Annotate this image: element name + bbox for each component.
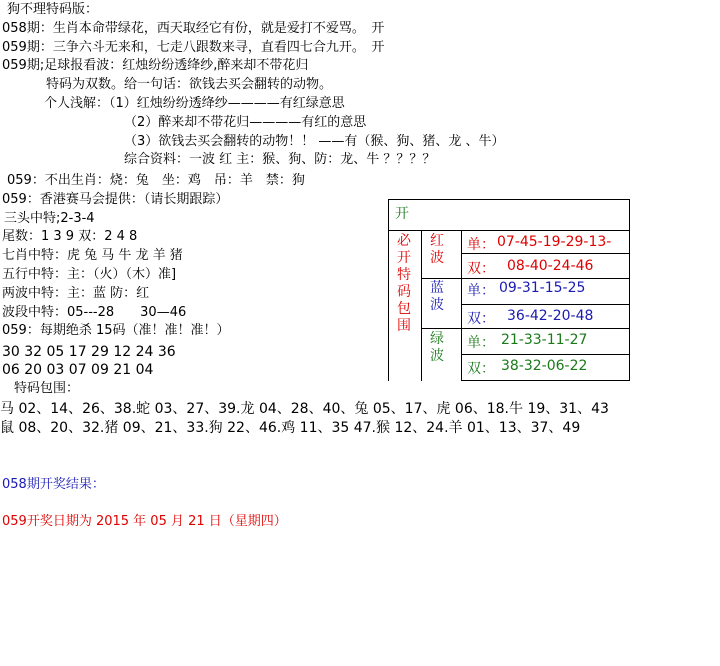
line-059-a: 059期：三争六斗无来和，七走八跟数来寻，直看四七合九开。 开: [2, 40, 385, 55]
table-header: 开: [395, 206, 409, 222]
header-divider: [389, 230, 629, 231]
numbers-line-1: 30 32 05 17 29 12 24 36: [2, 344, 176, 360]
row-divider: [461, 354, 629, 355]
blue-single-label: 单：: [467, 283, 495, 299]
red-double-label: 双：: [467, 261, 495, 277]
row-divider: [421, 278, 629, 279]
hk-line: 059：香港赛马会提供：（请长期跟踪）: [2, 192, 229, 207]
weishu-line: 尾数：1 3 9 双：2 4 8: [2, 229, 138, 244]
line-058: 058期：生肖本命带绿花，西天取经它有份，就是爱打不爱骂。 开: [2, 21, 385, 36]
numbers-line-2: 06 20 03 07 09 21 04: [2, 362, 154, 378]
blue-double-label: 双：: [467, 311, 495, 327]
side-label: 必开特码包围: [397, 233, 411, 334]
red-double-numbers: 08-40-24-46: [507, 258, 594, 274]
wave-red: 红波: [430, 233, 444, 266]
jiexi-line-2: （2）醉来却不带花归————有红的意思: [124, 115, 367, 130]
tema-line: 特码为双数。给一句话：欲钱去买会翻转的动物。: [46, 77, 333, 92]
boduan-line: 波段中特：05---28 30—46: [2, 305, 187, 320]
baowei-label: 特码包围：: [14, 381, 80, 396]
row-divider: [421, 328, 629, 329]
row-divider: [461, 253, 629, 254]
blue-single-numbers: 09-31-15-25: [499, 280, 586, 296]
santou-line: 三头中特;2-3-4: [4, 211, 95, 226]
green-single-label: 单：: [467, 335, 495, 351]
red-single-label: 单：: [467, 237, 495, 253]
jiexi-line-4: 综合资料：一波 红 主：猴、狗、防：龙、牛 ？？？？: [124, 152, 436, 167]
row-divider: [461, 304, 629, 305]
zodiac-line-1: 马 02、14、26、38.蛇 03、27、39.龙 04、28、40、兔 05、17、虎 06、18.牛 19、31、43: [0, 401, 609, 417]
line-059-b: 059期;足球报看波：红烛纷纷透绛纱,醉来却不带花归: [2, 58, 309, 73]
jue15-line: 059：每期绝杀 15码（准！准！准！）: [2, 323, 230, 338]
wave-blue: 蓝波: [430, 280, 444, 313]
zodiac-line-2: 鼠 08、20、32.猪 09、21、33.狗 22、46.鸡 11、35 47.猴 12、24.羊 01、13、37、49: [0, 420, 581, 436]
jiexi-line-3: （3）欲钱去买会翻转的动物！！ ——有（猴、狗、猪、龙 、牛）: [124, 134, 505, 149]
page-title: 狗不理特码版：: [7, 2, 99, 17]
green-double-numbers: 38-32-06-22: [501, 358, 588, 374]
jiexi-line-1: 个人浅解：（1）红烛纷纷透绛纱————有红绿意思: [44, 96, 345, 111]
date-059: 059开奖日期为 2015 年 05 月 21 日（星期四）: [2, 514, 287, 529]
side-divider: [421, 230, 422, 381]
green-single-numbers: 21-33-11-27: [501, 332, 588, 348]
wave-green: 绿波: [430, 331, 444, 364]
wuxing-line: 五行中特：主：（火）（木）准]: [2, 267, 177, 282]
blue-double-numbers: 36-42-20-48: [507, 308, 594, 324]
table-bottom-line: [461, 380, 629, 381]
result-058: 058期开奖结果：: [2, 477, 105, 492]
red-single-numbers: 07-45-19-29-13-: [497, 234, 612, 250]
prediction-table: [388, 199, 630, 381]
green-double-label: 双：: [467, 361, 495, 377]
buchu-line: 059：不出生肖：烧：兔 坐：鸡 吊：羊 禁：狗: [7, 173, 305, 188]
qixiao-line: 七肖中特：虎 兔 马 牛 龙 羊 猪: [2, 248, 183, 263]
liangbo-line: 两波中特：主：蓝 防：红: [2, 286, 150, 301]
